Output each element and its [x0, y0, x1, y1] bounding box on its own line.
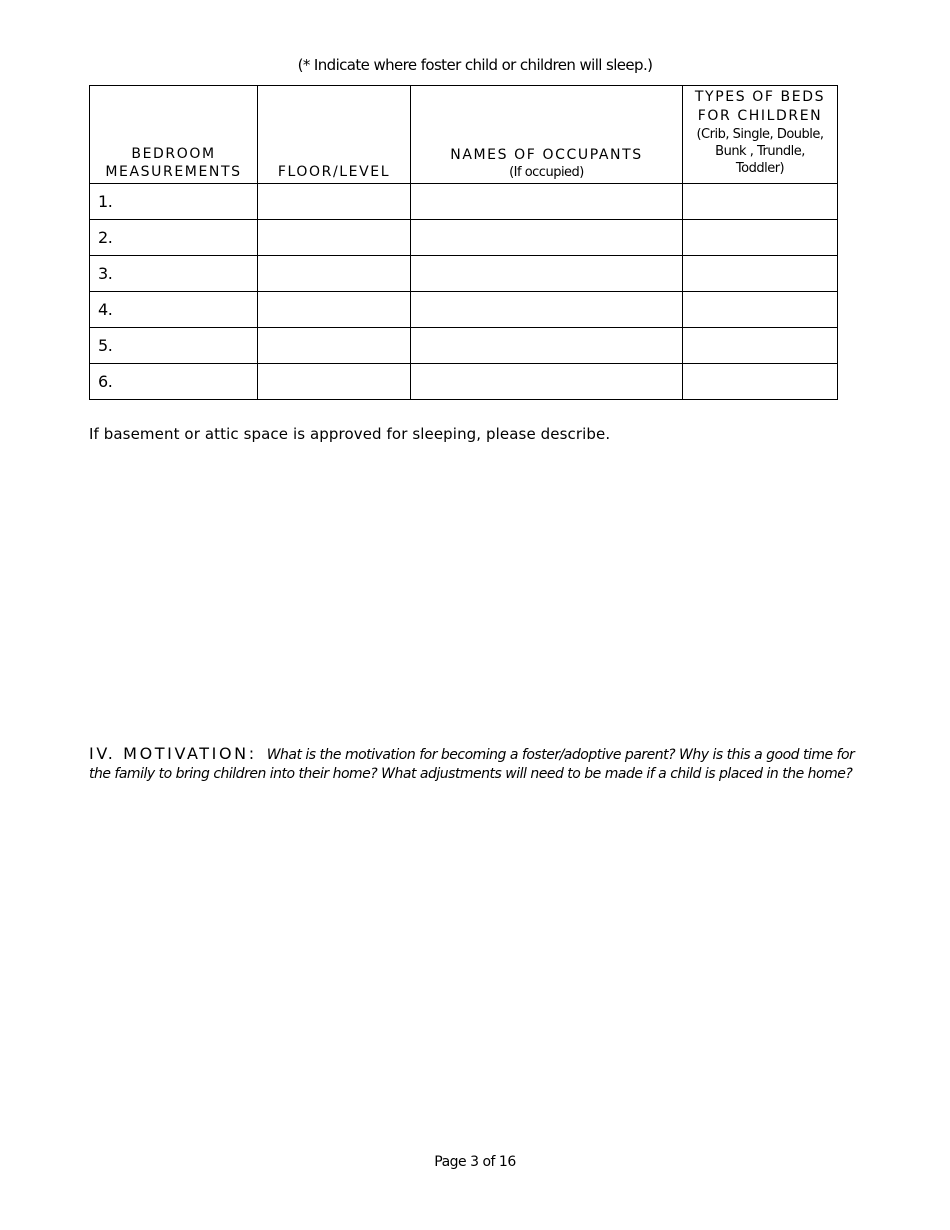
occupants-cell[interactable]	[411, 292, 683, 328]
table-row	[90, 292, 838, 328]
header-floor-level: FLOOR/LEVEL	[258, 86, 411, 184]
floor-level-cell[interactable]	[258, 256, 411, 292]
bed-type-cell[interactable]	[683, 292, 838, 328]
bed-type-cell[interactable]	[683, 328, 838, 364]
occupants-cell[interactable]	[411, 328, 683, 364]
table-row	[90, 328, 838, 364]
table-row	[90, 364, 838, 400]
header-bedroom-measurements: BEDROOM MEASUREMENTS	[90, 86, 258, 184]
bed-type-cell[interactable]	[683, 220, 838, 256]
table-row	[90, 184, 838, 220]
bedroom-table	[89, 85, 838, 400]
header-names-of-occupants: NAMES OF OCCUPANTS (If occupied)	[411, 86, 683, 184]
row-number: 4.	[90, 292, 258, 328]
basement-attic-prompt: If basement or attic space is approved for sleeping, please describe.	[89, 425, 611, 443]
page-number: Page 3 of 16	[434, 1154, 516, 1170]
header-types-of-beds: TYPES OF BEDS FOR CHILDREN (Crib, Single, Double, Bunk , Trundle, Toddler)	[683, 86, 838, 184]
floor-level-cell[interactable]	[258, 328, 411, 364]
sleeping-note: (* Indicate where foster child or children will sleep.)	[297, 56, 653, 74]
table-row	[90, 256, 838, 292]
floor-level-cell[interactable]	[258, 292, 411, 328]
row-number: 2.	[90, 220, 258, 256]
bed-type-cell[interactable]	[683, 364, 838, 400]
row-number: 3.	[90, 256, 258, 292]
row-number: 1.	[90, 184, 258, 220]
floor-level-cell[interactable]	[258, 220, 411, 256]
motivation-heading: IV. MOTIVATION:	[89, 744, 257, 763]
motivation-question: What is the motivation for becoming a foster/adoptive parent? Why is this a good time for the family to bring children into their home? What adjustments will need to be made if a child is placed in the home?	[89, 747, 855, 782]
occupants-cell[interactable]	[411, 364, 683, 400]
motivation-section	[89, 744, 864, 784]
occupants-cell[interactable]	[411, 184, 683, 220]
bed-type-cell[interactable]	[683, 184, 838, 220]
floor-level-cell[interactable]	[258, 364, 411, 400]
table-row	[90, 220, 838, 256]
row-number: 5.	[90, 328, 258, 364]
occupants-cell[interactable]	[411, 256, 683, 292]
bed-type-cell[interactable]	[683, 256, 838, 292]
row-number: 6.	[90, 364, 258, 400]
floor-level-cell[interactable]	[258, 184, 411, 220]
occupants-cell[interactable]	[411, 220, 683, 256]
table-header-row	[90, 86, 838, 184]
